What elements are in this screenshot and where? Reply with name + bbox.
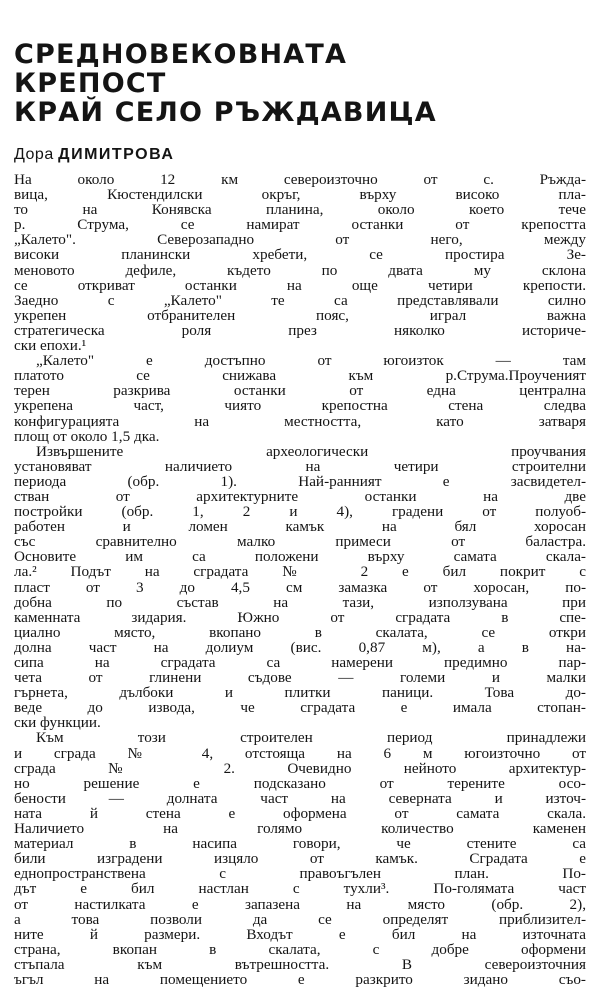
text-line: но решение е подсказано от терените осо- [14,774,586,792]
title-line: КРАЙ СЕЛО РЪЖДАВИЦА [14,97,437,128]
text-line: високи планински хребети, се простира Зе- [14,246,586,264]
text-line: сграда № 2. Очевидно нейното архитектур- [14,759,586,777]
text-line: конфигурацията на местността, като затваря [14,412,586,430]
article-body [14,172,586,987]
text-line: „Калето". Северозападно от него, между [14,231,586,249]
text-line: чета от глинени съдове — големи и малки [14,669,586,687]
text-line: Наличието на голямо количество каменен [14,820,586,838]
text-line: установяват наличието на четири строителни [14,457,586,475]
text-line: добна по състав на тази, използувана при [14,593,586,611]
text-line: терен разкрива останки от една централна [14,382,586,400]
text-line: дът е бил настлан с тухли³. По-голямата част [14,880,586,898]
text-line: Заедно с „Калето" те са представлявали силно [14,291,586,309]
text-line: Основите им са положени върху самата скала- [14,548,586,566]
text-line: ски функции. [14,714,101,732]
text-line: веде до извода, че сградата е имала стопан- [14,699,586,717]
text-line: укрепена част, чиято крепостна стена следва [14,397,586,415]
text-line: долна част на долиум (вис. 0,87 м), а в на- [14,638,586,656]
text-line: страна, вкопан в скалата, с добре оформени [14,940,586,958]
text-line: гърнета, дълбоки и плитки паници. Това до- [14,684,586,702]
text-line: ла.² Подът на сградата № 2 е бил покрит с [14,563,586,581]
text-line: сипа на сградата са намерени предимно пар- [14,654,586,671]
text-line: и сграда № 4, отстояща на 6 м югоизточно от [14,744,586,762]
text-line: със сравнително малко примеси от баластра. [14,533,586,551]
text-line: стратегическа роля през няколко историче- [14,321,586,339]
text-line: Извършените археологически проучвания [36,442,586,460]
text-line: ните й размери. Входът е бил на източната [14,925,586,943]
text-line: бености — долната част на северната и източ- [14,789,586,807]
text-line: ъгъл на помещението е разкрито зидано съо- [14,970,586,988]
text-line: материал в насипа говори, че стените са [14,835,586,853]
text-line: „Калето" е достъпно от югоизток — там [36,352,586,370]
text-line: ната й стена е оформена от самата скала. [14,804,586,822]
text-line: стъпала към вътрешността. В североизточния [14,955,586,973]
text-line: площ от около 1,5 дка. [14,427,160,445]
text-line: били изградени изцяло от камък. Сградата е [14,850,586,868]
text-line: На около 12 км североизточно от с. Ръжда- [14,171,586,188]
text-line: то на Конявска планина, около което тече [14,201,586,219]
author-first-name: Дора [14,146,54,163]
text-line: еднопространствена с правоъгълен план. По- [14,865,586,883]
author-last-name: ДИМИТРОВА [58,146,175,163]
text-line: платото се снижава към р.Струма.Проученият [14,367,586,385]
text-line: от настилката е запазена на място (обр. 2), [14,895,586,913]
article-title [14,40,594,127]
text-line: се откриват останки на още четири крепости. [14,276,586,294]
title-line: КРЕПОСТ [14,68,167,99]
text-line: укрепен отбранителен пояс, играл важна [14,306,586,324]
text-line: ски епохи.¹ [14,337,87,355]
text-line: постройки (обр. 1, 2 и 4), градени от полуоб- [14,503,586,521]
text-line: меновото дефиле, където по двата му склона [14,261,586,279]
text-line: а това позволи да се определят приблизител- [14,910,586,928]
title-line: СРЕДНОВЕКОВНАТА [14,39,348,70]
text-line: каменната зидария. Южно от сградата в спе- [14,608,586,626]
text-line: р. Струма, се намират останки от крепостта [14,216,586,234]
author-byline [14,146,174,164]
text-line: Към този строителен период принадлежи [36,729,586,747]
text-line: циално място, вкопано в скалата, се откри [14,623,586,641]
text-line: вица, Кюстендилски окръг, върху високо пла- [14,186,586,204]
text-line: работен и ломен камък на бял хоросан [14,518,586,536]
text-line: пласт от 3 до 4,5 см замазка от хоросан, по- [14,578,586,596]
text-line: периода (обр. 1). Най-ранният е засвидетел- [14,472,586,490]
text-line: стван от архитектурните останки на две [14,487,586,505]
